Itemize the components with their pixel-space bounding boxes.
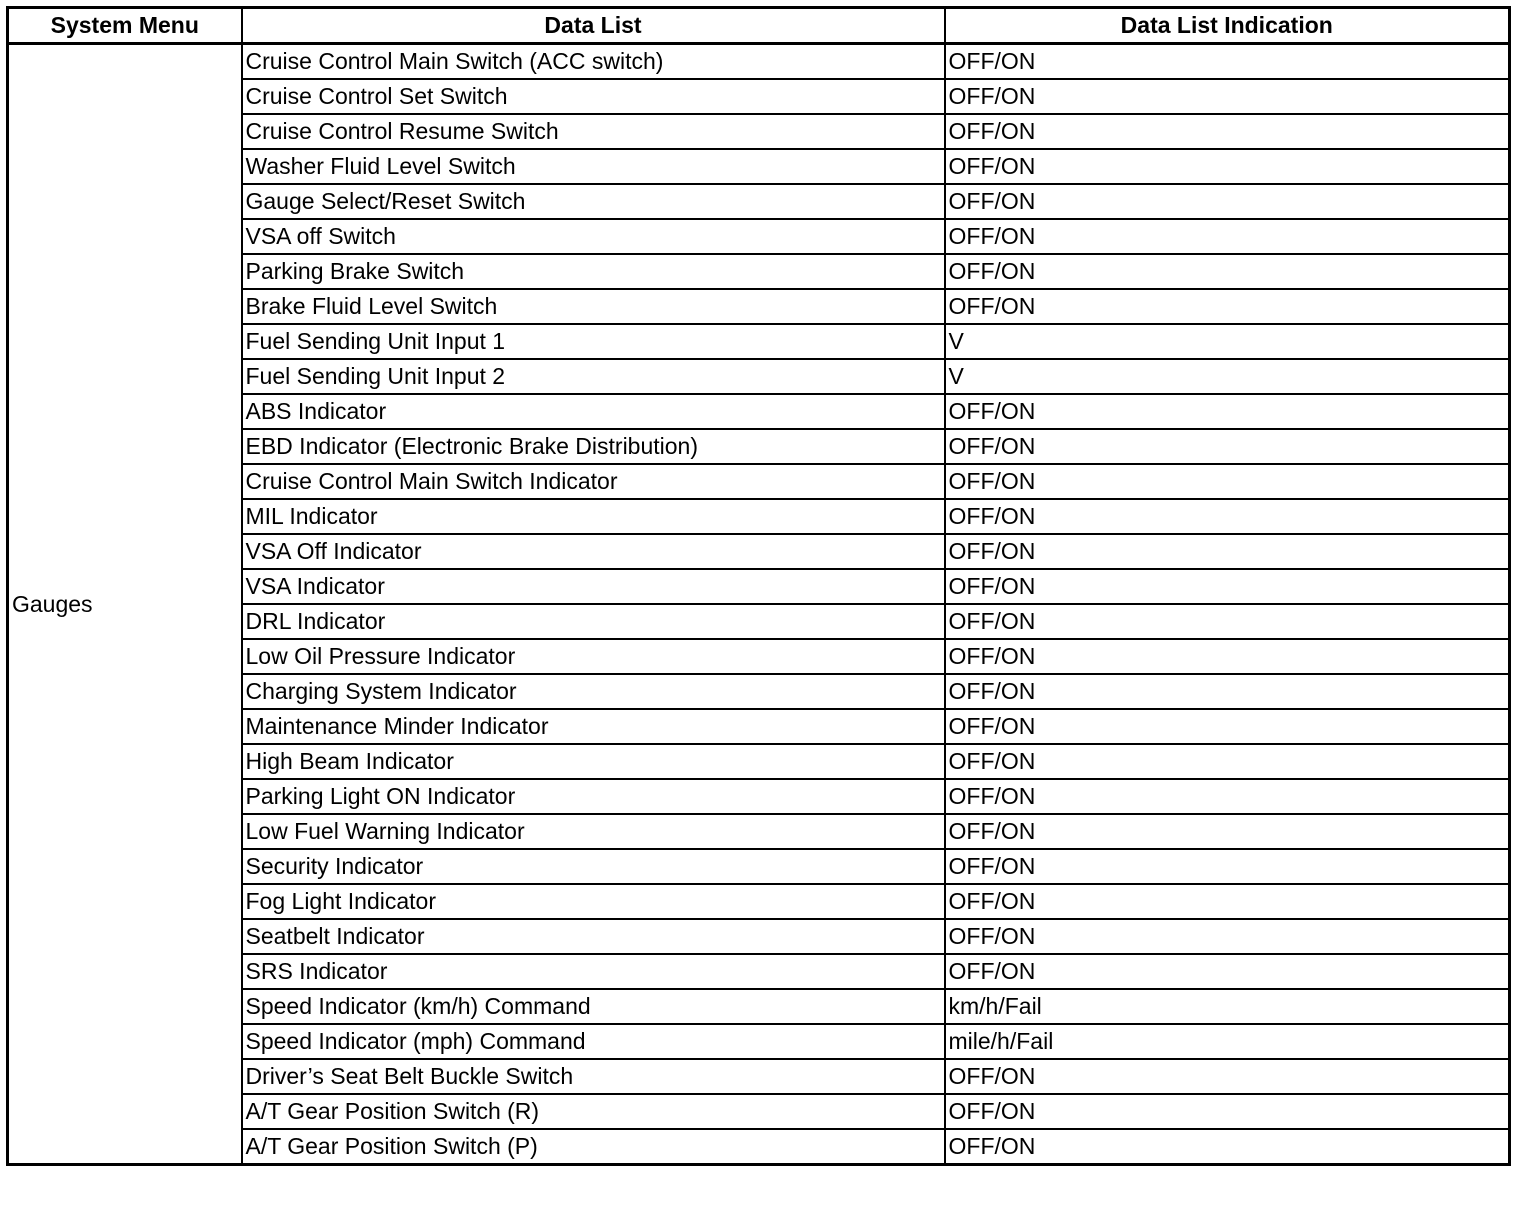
data-list-indication: OFF/ON bbox=[945, 639, 1510, 674]
data-list-indication: OFF/ON bbox=[945, 604, 1510, 639]
data-list-indication: OFF/ON bbox=[945, 114, 1510, 149]
header-row bbox=[8, 8, 1510, 44]
data-list-indication: OFF/ON bbox=[945, 534, 1510, 569]
data-list-indication: OFF/ON bbox=[945, 499, 1510, 534]
data-list-indication: OFF/ON bbox=[945, 289, 1510, 324]
data-list-indication: OFF/ON bbox=[945, 779, 1510, 814]
data-list-item: Low Oil Pressure Indicator bbox=[242, 639, 945, 674]
data-list-indication: km/h/Fail bbox=[945, 989, 1510, 1024]
data-list-indication: OFF/ON bbox=[945, 79, 1510, 114]
data-list-item: Parking Brake Switch bbox=[242, 254, 945, 289]
header-indication: Data List Indication bbox=[945, 8, 1510, 44]
data-list-item: Cruise Control Main Switch (ACC switch) bbox=[242, 44, 945, 80]
data-list-indication: OFF/ON bbox=[945, 44, 1510, 80]
data-list-item: EBD Indicator (Electronic Brake Distribution) bbox=[242, 429, 945, 464]
data-list-item: Brake Fluid Level Switch bbox=[242, 289, 945, 324]
data-list-item: Security Indicator bbox=[242, 849, 945, 884]
data-list-indication: OFF/ON bbox=[945, 464, 1510, 499]
data-list-item: Fog Light Indicator bbox=[242, 884, 945, 919]
data-list-indication: OFF/ON bbox=[945, 1094, 1510, 1129]
data-list-indication: OFF/ON bbox=[945, 569, 1510, 604]
data-list-indication: OFF/ON bbox=[945, 149, 1510, 184]
data-list-indication: V bbox=[945, 359, 1510, 394]
data-list-indication: V bbox=[945, 324, 1510, 359]
data-list-item: A/T Gear Position Switch (P) bbox=[242, 1129, 945, 1165]
data-list-indication: OFF/ON bbox=[945, 254, 1510, 289]
table-body bbox=[8, 44, 1510, 1165]
data-list-item: A/T Gear Position Switch (R) bbox=[242, 1094, 945, 1129]
table-row bbox=[8, 44, 1510, 80]
data-list-item: Driver’s Seat Belt Buckle Switch bbox=[242, 1059, 945, 1094]
data-list-indication: OFF/ON bbox=[945, 814, 1510, 849]
data-list-indication: OFF/ON bbox=[945, 429, 1510, 464]
data-list-indication: OFF/ON bbox=[945, 394, 1510, 429]
data-list-item: Speed Indicator (mph) Command bbox=[242, 1024, 945, 1059]
data-list-item: Gauge Select/Reset Switch bbox=[242, 184, 945, 219]
data-list-item: Cruise Control Main Switch Indicator bbox=[242, 464, 945, 499]
data-list-indication: mile/h/Fail bbox=[945, 1024, 1510, 1059]
data-list-item: SRS Indicator bbox=[242, 954, 945, 989]
data-list-indication: OFF/ON bbox=[945, 184, 1510, 219]
data-list-indication: OFF/ON bbox=[945, 744, 1510, 779]
data-list-indication: OFF/ON bbox=[945, 709, 1510, 744]
data-list-item: Speed Indicator (km/h) Command bbox=[242, 989, 945, 1024]
data-list-item: VSA off Switch bbox=[242, 219, 945, 254]
data-list-item: MIL Indicator bbox=[242, 499, 945, 534]
data-list-item: Cruise Control Set Switch bbox=[242, 79, 945, 114]
table-header bbox=[8, 8, 1510, 44]
data-list-item: Fuel Sending Unit Input 1 bbox=[242, 324, 945, 359]
data-list-item: Parking Light ON Indicator bbox=[242, 779, 945, 814]
data-list-item: ABS Indicator bbox=[242, 394, 945, 429]
header-data-list: Data List bbox=[242, 8, 945, 44]
data-list-item: Seatbelt Indicator bbox=[242, 919, 945, 954]
data-list-indication: OFF/ON bbox=[945, 219, 1510, 254]
header-system-menu: System Menu bbox=[8, 8, 242, 44]
data-list-item: High Beam Indicator bbox=[242, 744, 945, 779]
data-list-item: Charging System Indicator bbox=[242, 674, 945, 709]
data-list-item: Washer Fluid Level Switch bbox=[242, 149, 945, 184]
data-list-item: VSA Off Indicator bbox=[242, 534, 945, 569]
system-menu-cell: Gauges bbox=[8, 44, 242, 1165]
data-list-indication: OFF/ON bbox=[945, 1059, 1510, 1094]
data-list-item: DRL Indicator bbox=[242, 604, 945, 639]
data-list-item: Cruise Control Resume Switch bbox=[242, 114, 945, 149]
data-list-indication: OFF/ON bbox=[945, 884, 1510, 919]
data-list-item: Low Fuel Warning Indicator bbox=[242, 814, 945, 849]
data-list-item: Maintenance Minder Indicator bbox=[242, 709, 945, 744]
data-list-indication: OFF/ON bbox=[945, 919, 1510, 954]
data-list-indication: OFF/ON bbox=[945, 674, 1510, 709]
data-list-table bbox=[6, 6, 1511, 1166]
data-list-indication: OFF/ON bbox=[945, 954, 1510, 989]
data-list-item: Fuel Sending Unit Input 2 bbox=[242, 359, 945, 394]
data-list-indication: OFF/ON bbox=[945, 849, 1510, 884]
data-list-item: VSA Indicator bbox=[242, 569, 945, 604]
data-list-indication: OFF/ON bbox=[945, 1129, 1510, 1165]
